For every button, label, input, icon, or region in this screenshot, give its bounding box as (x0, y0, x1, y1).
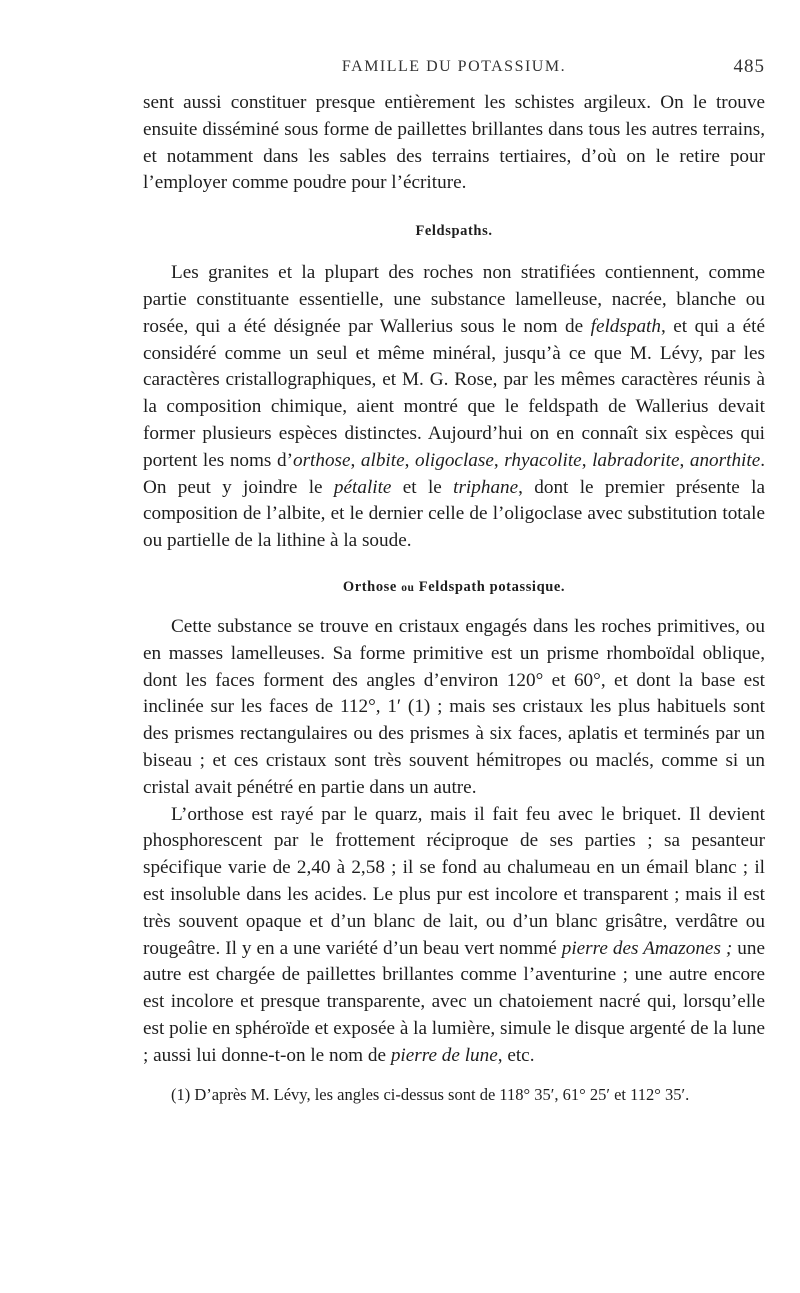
term-labradorite: labradorite (592, 449, 680, 471)
feldspaths-paragraph (143, 260, 765, 555)
term-pierre-des-amazones: pierre des Amazones ; (561, 937, 733, 959)
text-run: L’orthose est rayé par le quarz, mais il fait feu avec le briquet. Il devient phosphorescent par le frottement réciproque de ses parties ; sa pesanteur spécifique varie de 2,40 à 2,58 ; il se fond au chalumeau en un émail blanc ; il est insoluble dans les acides. Le plus pur est incolore et transparent ; mais il est très souvent opaque et d’un blanc de lait, ou d’un blanc grisâtre, verdâtre ou rougeâtre. Il y en a une variété d’un beau vert nommé (143, 803, 765, 959)
page-number: 485 (733, 56, 765, 77)
text-run: , dont le premier présente la composition de l’albite, et le dernier celle de l’oligoclase avec substitution totale ou partielle de la lithine à la soude. (143, 476, 765, 552)
running-title: FAMILLE DU POTASSIUM. (341, 58, 567, 75)
term-oligoclase: oligoclase (414, 449, 494, 471)
separator: , (404, 449, 415, 471)
text-run: . On peut y joindre le (143, 449, 766, 498)
text-run: , etc. (497, 1044, 535, 1066)
term-pierre-de-lune: pierre de lune (390, 1044, 498, 1066)
orthose-paragraph-1: Cette substance se trouve en cristaux engagés dans les roches primitives, ou en masses lamelleuses. Sa forme primitive est un prisme rhomboïdal oblique, dont les faces forment des angles d’environ 120° et 60°, et dont la base est inclinée sur les faces de 112°, 1′ (1) ; mais ses cristaux les plus habituels sont des prismes rectangulaires ou des prismes à six faces, aplatis et terminés par un biseau ; et ces cristaux sont très souvent hémitropes ou maclés, comme si un cristal avait pénétré en partie dans un autre. (143, 615, 765, 798)
heading-part: Feldspath potassique. (418, 578, 566, 595)
footnote: (1) D’après M. Lévy, les angles ci-dessus sont de 118° 35′, 61° 25′ et 112° 35′. (171, 1084, 690, 1104)
text-run: une autre est chargée de paillettes brillantes comme l’aventurine ; une autre encore est incolore et presque transparente, avec un chatoiement nacré qui, lorsqu’elle est polie en sphéroïde et exposée à la lumière, simule le disque argenté de la lune ; aussi lui donne-t-on le nom de (143, 937, 765, 1066)
term-orthose: orthose (292, 449, 351, 471)
intro-paragraph: sent aussi constituer presque entièrement les schistes argileux. On le trouve ensuite disséminé sous forme de paillettes brillantes dans tous les autres terrains, et notamment dans les sables des terrains tertiaires, d’où on le retire pour l’employer comme poudre pour l’écriture. (143, 92, 765, 194)
term-albite: albite (360, 449, 405, 471)
text-run: Les granites et la plupart des roches non stratifiées contiennent, comme partie constituante essentielle, une substance lamelleuse, nacrée, blanche ou rosée, qui a été désignée par Wallerius sous le nom de (143, 262, 765, 337)
heading-part: Orthose (342, 578, 397, 595)
text-run: , et qui a été considéré comme un seul et même minéral, jusqu’à ce que M. Lévy, par les caractères cristallographiques, et M. G. Rose, par les mêmes caractères réunis à la composition chimique, aient montré que le feldspath de Wallerius devait former plusieurs espèces distinctes. Aujourd’hui on en connaît six espèces qui portent les noms d’ (143, 315, 765, 471)
section-heading-orthose (143, 579, 765, 596)
heading-connector: ou (401, 581, 415, 594)
orthose-paragraph-2 (143, 802, 765, 1070)
term-triphane: triphane (453, 476, 519, 498)
separator: , (493, 449, 505, 471)
separator: , (350, 449, 361, 471)
term-feldspath: feldspath (590, 315, 661, 337)
text-run: et le (391, 476, 454, 498)
term-anorthite: anorthite (689, 449, 761, 471)
separator: , (581, 449, 593, 471)
book-page (143, 58, 765, 1106)
section-heading-feldspaths: Feldspaths. (415, 223, 493, 240)
term-petalite: pétalite (333, 476, 392, 498)
term-rhyacolite: rhyacolite (504, 449, 582, 471)
running-head (143, 58, 765, 84)
separator: , (679, 449, 690, 471)
